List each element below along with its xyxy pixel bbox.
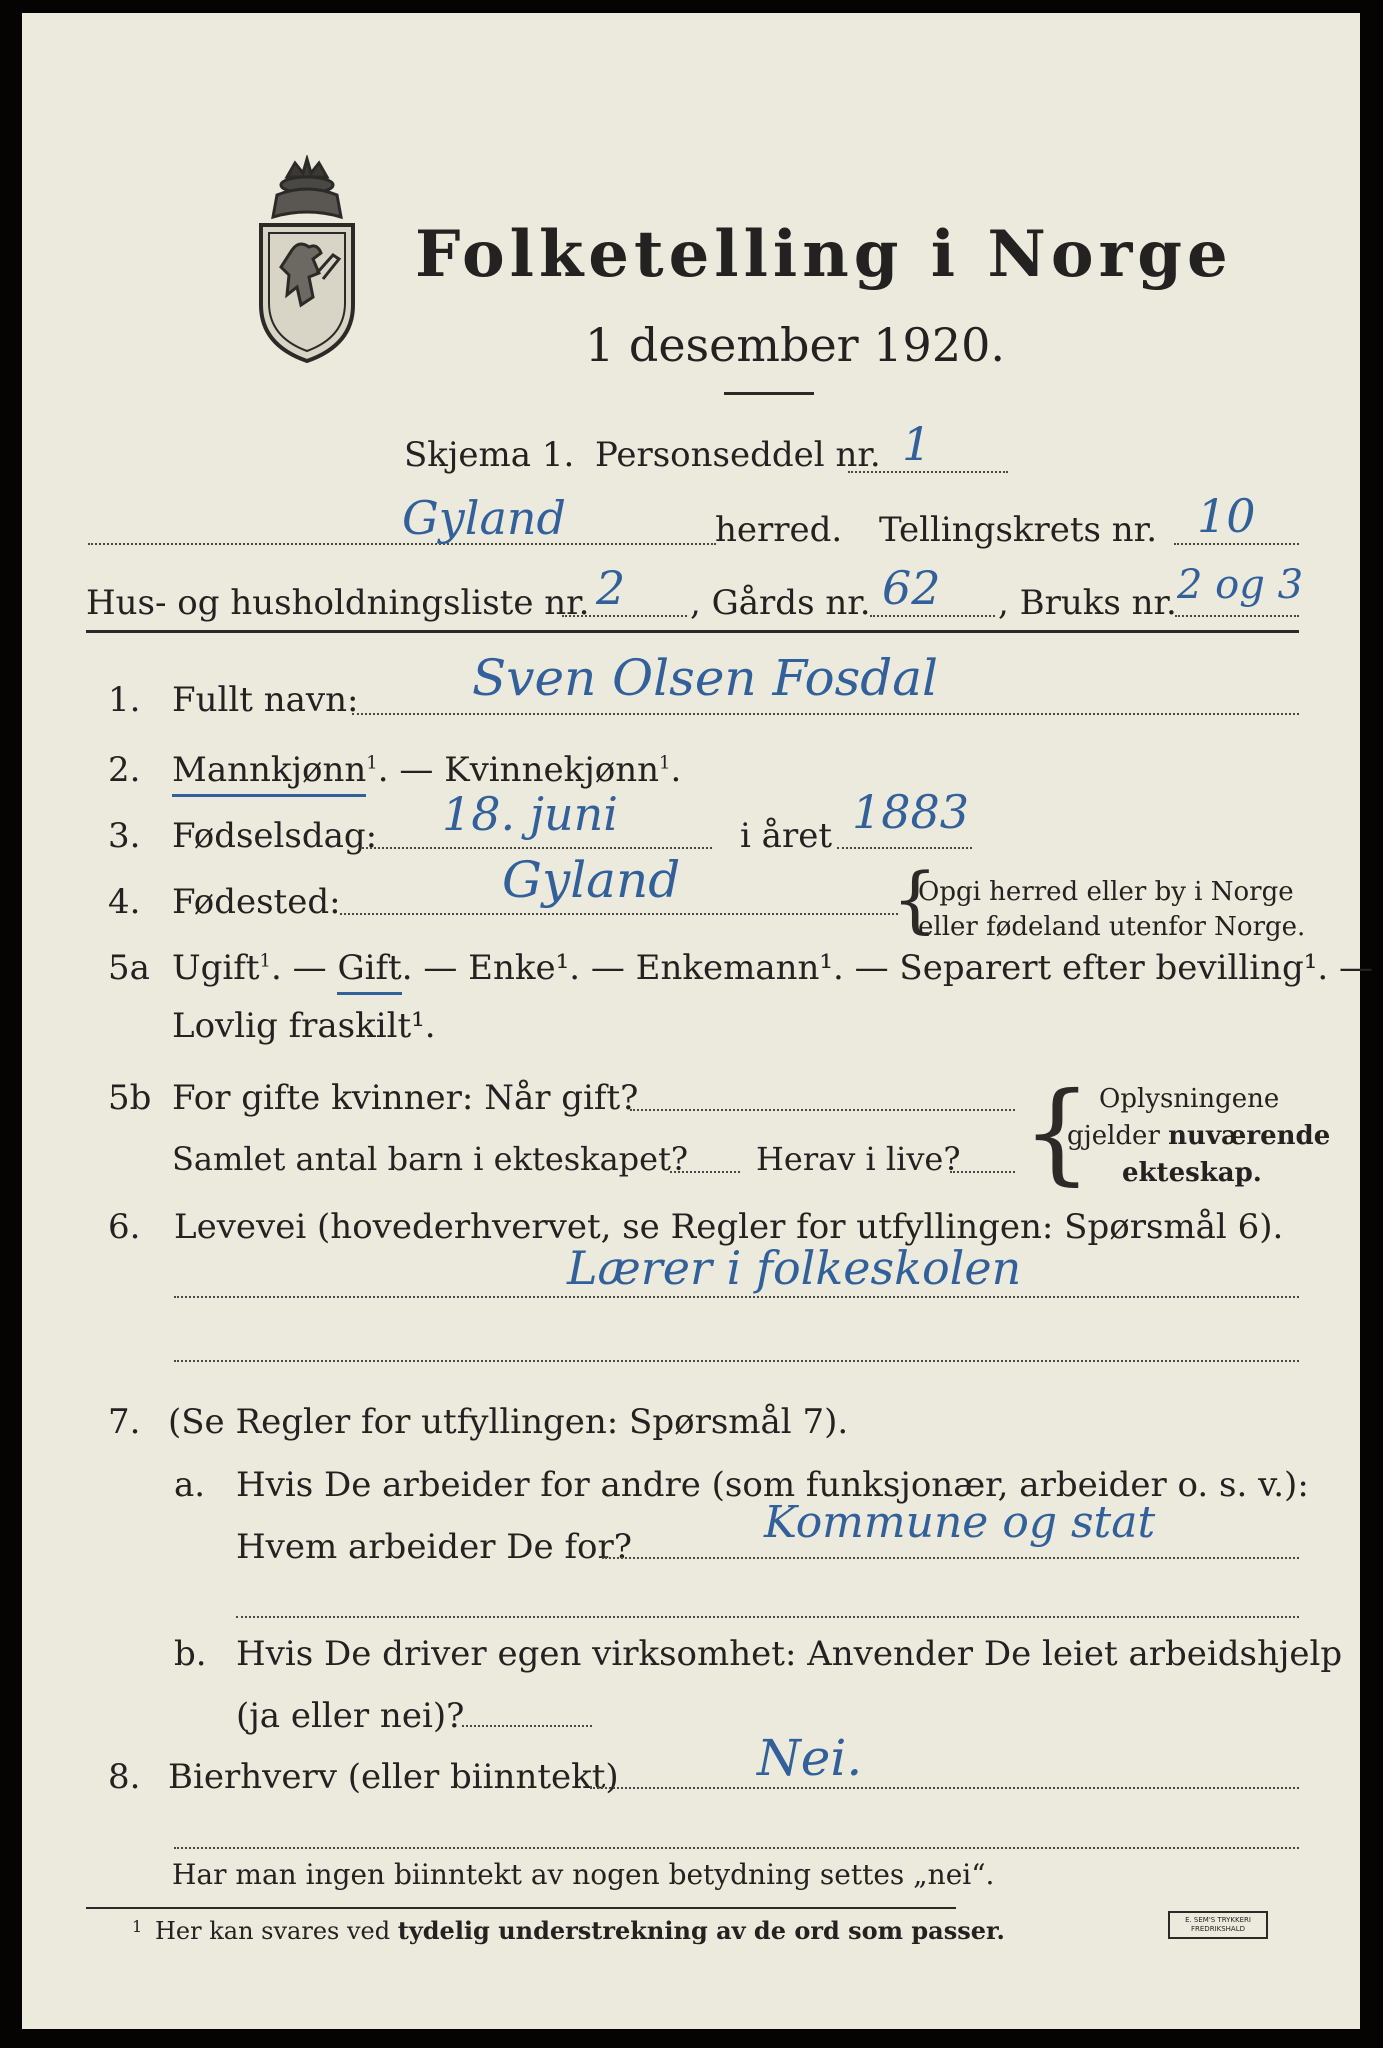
q8-number: 8. <box>108 1757 141 1797</box>
q3-birthday: 18. juni <box>442 787 619 841</box>
q5a-civil-status: Ugift$^1$. — Gift. — Enke¹. — Enkemann¹. — Separert efter bevilling¹. — <box>172 951 1373 985</box>
q7b-letter: b. <box>174 1634 207 1674</box>
q6-occupation: Lærer i folkeskolen <box>567 1241 1022 1295</box>
q7a-employer-label: Hvem arbeider De for? <box>236 1527 632 1567</box>
q2-sex-options: Mannkjønn$^1$. — Kvinnekjønn$^1$. <box>172 753 681 787</box>
tellingskrets-value: 10 <box>1197 489 1256 543</box>
footnote-number: 1 <box>132 1917 143 1936</box>
q3-birth-year: 1883 <box>852 785 970 839</box>
q4-note-line2: eller fødeland utenfor Norge. <box>918 912 1306 942</box>
q3-label: Fødselsdag: <box>172 816 378 856</box>
q5a-number: 5a <box>108 948 150 988</box>
gards-label: , Gårds nr. <box>690 583 871 623</box>
q4-number: 4. <box>108 882 141 922</box>
herred-value: Gyland <box>402 491 566 545</box>
q2-number: 2. <box>108 750 141 790</box>
q8-label: Bierhverv (eller biinntekt) <box>168 1757 619 1797</box>
q7a-letter: a. <box>174 1465 206 1505</box>
gards-value: 62 <box>882 561 941 615</box>
q5a-other-options: . — Enke¹. — Enkemann¹. — Separert efter bevilling¹. — <box>401 948 1374 988</box>
q4-birthplace: Gyland <box>502 851 681 909</box>
personseddel-value: 1 <box>902 417 932 471</box>
q1-full-name: Sven Olsen Fosdal <box>472 649 939 707</box>
footnote-text: Her kan svares ved tydelig understrekning av de ord som passer. <box>155 1916 1005 1945</box>
q7b-label: Hvis De driver egen virksomhet: Anvender De leiet arbeidshjelp <box>236 1634 1343 1674</box>
coat-of-arms-icon <box>247 155 367 365</box>
q5b-alive-label: Herav i live? <box>756 1140 961 1178</box>
title-divider <box>724 392 814 395</box>
husliste-label: Hus- og husholdningsliste nr. <box>86 583 590 623</box>
q4-note-line1: Opgi herred eller by i Norge <box>918 877 1294 907</box>
q7b-yes-no-label: (ja eller nei)? <box>236 1696 465 1736</box>
q5a-divorced-option: Lovlig fraskilt¹. <box>172 1006 436 1046</box>
q7-number: 7. <box>108 1402 141 1442</box>
header-divider <box>86 630 1299 633</box>
bruks-label: , Bruks nr. <box>998 583 1177 623</box>
q5b-note-line1: Oplysningene <box>1099 1084 1280 1114</box>
census-date: 1 desember 1920. <box>585 318 1005 372</box>
q5a-married-option: Gift <box>337 948 401 995</box>
q2-female-option: Kvinnekjønn <box>444 750 659 790</box>
q4-label: Fødested: <box>172 882 341 922</box>
footnote-divider <box>86 1907 956 1909</box>
q8-note: Har man ingen biinntekt av nogen betydning settes „nei“. <box>172 1858 995 1891</box>
tellingskrets-label: Tellingskrets nr. <box>879 510 1158 550</box>
q5a-unmarried-option: Ugift <box>172 948 260 988</box>
personseddel-label: Personseddel nr. <box>595 435 881 475</box>
census-form: Folketelling i Norge 1 desember 1920. Skjema 1. Personseddel nr. 1 Gyland herred. Tellingskrets nr. 10 Hus- og husholdningsliste nr. 2 , Gårds nr. 62 , Bruks nr. 2 og 3 1. Fullt navn: Sven Olsen Fosdal 2. Mannkjønn$^1$. — Kvinnekjønn$^1$. 3. Fødselsdag: 18. juni i året 1883 4. Fødested: Gyland { Opgi herred eller by i Norge eller fødeland utenfor Norge. 5a Ugift$^1$. — Gift. — Enke¹. — Enkemann¹. — Separert efter bevilling¹. — Lovlig fraskilt¹. 5b For gifte kvinner: Når gift? Samlet antal barn i ekteskapet? Herav i live? { Oplysningene gjelder nuværende ekteskap. 6. Levevei (hovederhvervet, se Regler for utfyllingen: Spørsmål 6). Lærer i folkeskolen 7. (Se Regler for utfyllingen: Spørsmål 7). a. Hvis De arbeider for andre (som funksjonær, arbeider o. s. v.): Hvem arbeider De for? Kommune og stat b. Hvis De driver egen virksomhet: Anvender De leiet arbeidshjelp (ja eller nei)? 8. Bierhverv (eller biinntekt) Nei. Har man ingen biinntekt av nogen betydning settes „nei“. 1 Her kan svares ved tydelig understrekning av de ord som passer. E. SEM'S TRYKKERI FREDRIKSHALD <box>22 13 1360 2029</box>
q5b-note-line2: gjelder nuværende <box>1067 1121 1331 1151</box>
q6-number: 6. <box>108 1207 141 1247</box>
form-title: Folketelling i Norge <box>415 217 1233 292</box>
q5b-note-line3: ekteskap. <box>1122 1158 1262 1188</box>
q7-label: (Se Regler for utfyllingen: Spørsmål 7). <box>168 1402 849 1442</box>
q5b-children-label: Samlet antal barn i ekteskapet? <box>172 1140 689 1178</box>
q8-side-income: Nei. <box>757 1729 863 1787</box>
herred-label: herred. <box>715 510 843 550</box>
q3-year-label: i året <box>740 816 832 856</box>
q7a-employer: Kommune og stat <box>764 1497 1156 1548</box>
bruks-value: 2 og 3 <box>1177 562 1304 608</box>
q5b-number: 5b <box>108 1078 152 1118</box>
q2-male-option: Mannkjønn <box>172 750 366 797</box>
q1-label: Fullt navn: <box>172 680 359 720</box>
printer-stamp: E. SEM'S TRYKKERI FREDRIKSHALD <box>1168 1911 1268 1939</box>
husliste-value: 2 <box>596 561 626 615</box>
skjema-label: Skjema 1. <box>404 435 575 475</box>
q3-number: 3. <box>108 816 141 856</box>
q5b-when-married-label: For gifte kvinner: Når gift? <box>172 1078 639 1118</box>
q7a-label: Hvis De arbeider for andre (som funksjonær, arbeider o. s. v.): <box>236 1465 1309 1505</box>
q1-number: 1. <box>108 680 141 720</box>
q6-label: Levevei (hovederhvervet, se Regler for utfyllingen: Spørsmål 6). <box>174 1207 1284 1247</box>
